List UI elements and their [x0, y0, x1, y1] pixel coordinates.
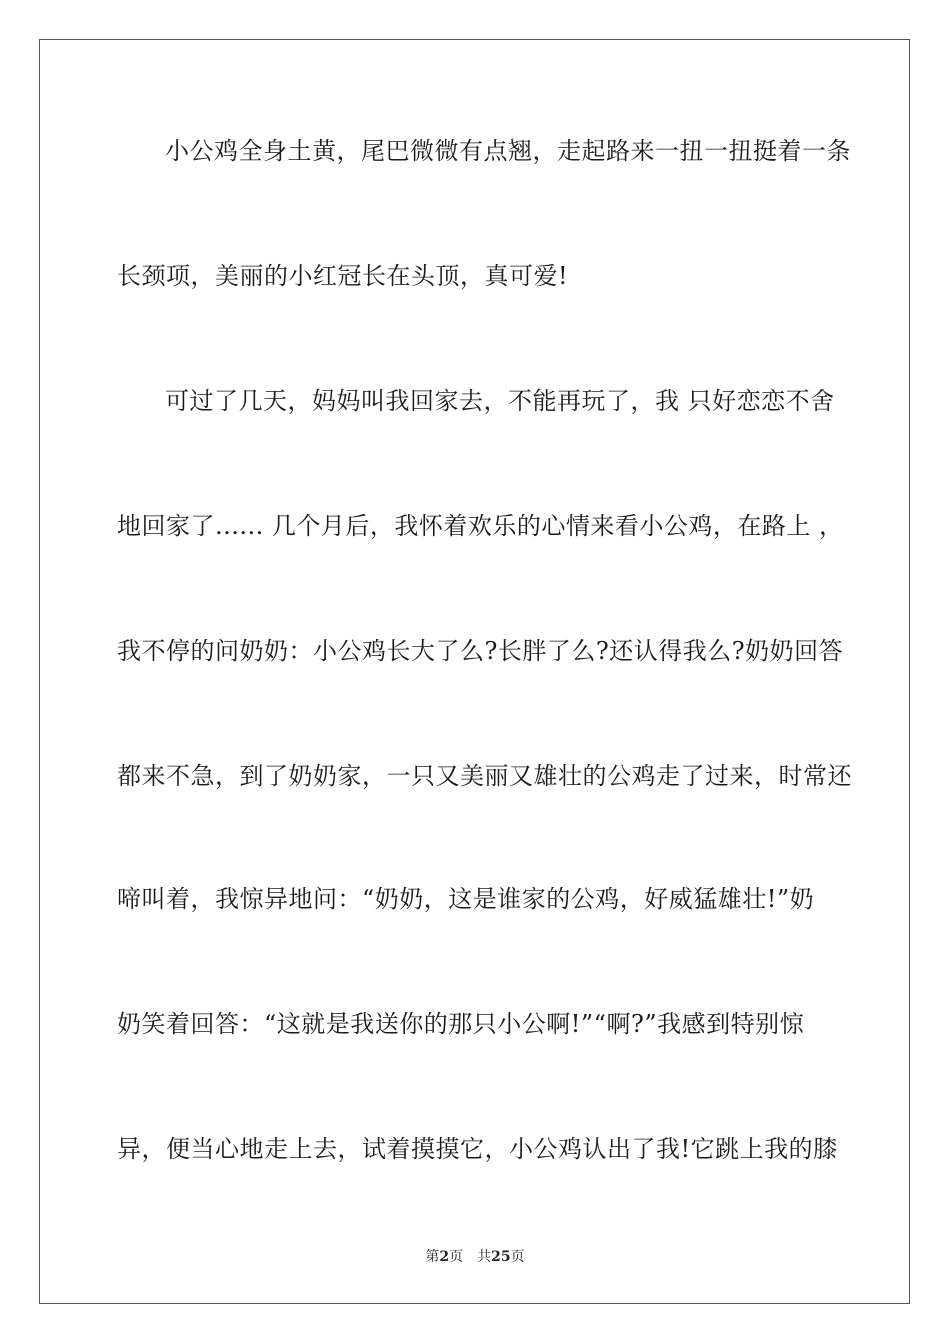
page-footer — [0, 1248, 950, 1266]
paragraph-2-line-4: 都来不急，到了奶奶家，一只又美丽又雄壮的公鸡走了过来，时常还 — [117, 762, 852, 790]
page-border — [39, 39, 910, 1304]
paragraph-2-line-7: 异，便当心地走上去，试着摸摸它，小公鸡认出了我!它跳上我的膝 — [117, 1135, 838, 1163]
paragraph-1-line-1: 小公鸡全身土黄，尾巴微微有点翘，走起路来一扭一扭挺着一条 — [165, 137, 851, 165]
paragraph-2-line-6: 奶笑着回答：“这就是我送你的那只小公啊!”“啊?”我感到特别惊 — [117, 1010, 805, 1038]
paragraph-2-line-3: 我不停的问奶奶：小公鸡长大了么?长胖了么?还认得我么?奶奶回答 — [117, 637, 844, 665]
footer-total-prefix: 共 — [477, 1249, 492, 1265]
paragraph-2-line-5: 啼叫着，我惊异地问：“奶奶，这是谁家的公鸡，好威猛雄壮!”奶 — [117, 885, 815, 913]
footer-page-suffix: 页 — [449, 1249, 464, 1265]
footer-page-current: 2 — [439, 1249, 450, 1265]
footer-page-prefix: 第 — [425, 1249, 440, 1265]
footer-total-suffix: 页 — [510, 1249, 525, 1265]
footer-page-total: 25 — [491, 1249, 511, 1265]
paragraph-2-line-1: 可过了几天，妈妈叫我回家去，不能再玩了，我 只好恋恋不舍 — [165, 387, 835, 415]
paragraph-2-line-2: 地回家了...... 几个月后，我怀着欢乐的心情来看小公鸡，在路上 ， — [117, 512, 844, 540]
paragraph-1-line-2: 长颈项，美丽的小红冠长在头顶，真可爱! — [117, 262, 569, 290]
